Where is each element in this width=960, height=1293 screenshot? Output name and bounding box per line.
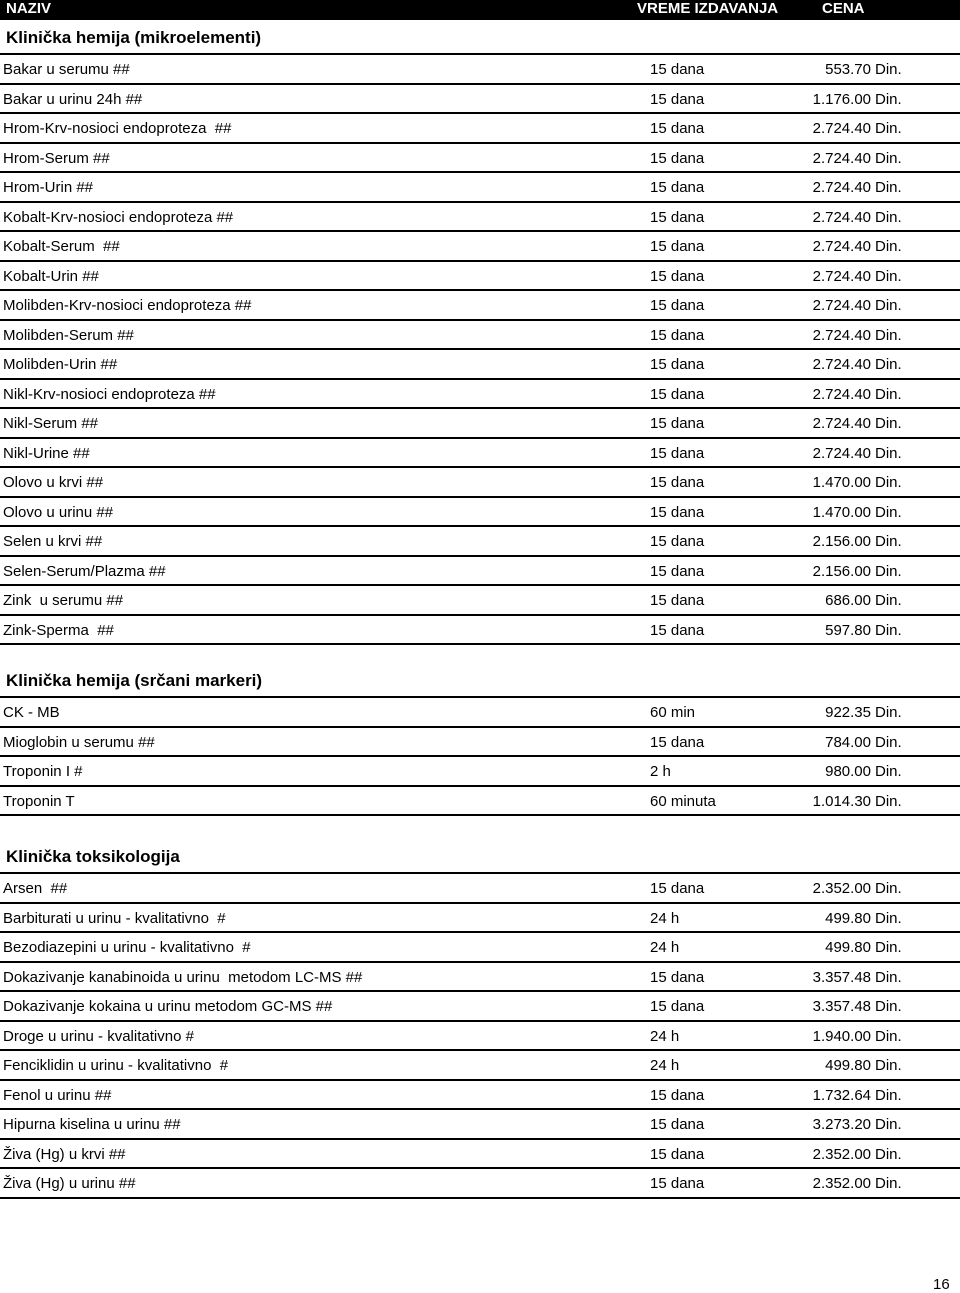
price: 3.357.48 [812,998,871,1015]
table-row [0,498,960,528]
currency: Din. [875,939,902,956]
turnaround-time: 15 dana [650,149,705,167]
price: 2.724.40 [812,297,871,314]
turnaround-time: 15 dana [650,444,705,462]
table-row [0,933,960,963]
turnaround-time: 15 dana [650,621,705,639]
test-name: Selen u krvi ## [3,533,103,550]
turnaround-time: 24 h [650,909,680,927]
test-name: Kobalt-Urin ## [3,267,99,285]
currency: Din. [875,968,902,986]
turnaround-time: 15 dana [650,179,705,196]
price: 2.724.40 [812,238,871,255]
price: 3.273.20 [812,1116,871,1133]
table-row [0,468,960,498]
price: 2.352.00 [812,880,871,897]
test-name: Molibden-Serum ## [3,326,134,344]
turnaround-time: 15 dana [650,533,705,550]
currency: Din. [875,444,902,462]
price: 3.357.48 [812,968,871,986]
table-row [0,291,960,321]
section [0,21,960,645]
test-name: Olovo u krvi ## [3,474,104,491]
turnaround-time: 15 dana [650,326,705,344]
turnaround-time: 15 dana [650,1175,705,1192]
currency: Din. [875,179,902,196]
test-name: Arsen ## [3,880,68,897]
test-name: Zink u serumu ## [3,592,124,609]
table-row [0,114,960,144]
price: 784.00 [825,733,871,751]
test-name: Živa (Hg) u urinu ## [3,1175,136,1192]
turnaround-time: 15 dana [650,208,705,226]
price: 553.70 [825,61,871,78]
currency: Din. [875,1145,902,1163]
test-name: Bakar u urinu 24h ## [3,90,143,108]
currency: Din. [875,998,902,1015]
test-name: Nikl-Serum ## [3,415,99,432]
test-name: Nikl-Krv-nosioci endoproteza ## [3,385,216,403]
currency: Din. [875,1086,902,1104]
test-name: Dokazivanje kokaina u urinu metodom GC-MS ## [3,998,333,1015]
currency: Din. [875,120,902,137]
table-row [0,874,960,904]
price: 2.724.40 [812,415,871,432]
section [0,840,960,1199]
table-row [0,963,960,993]
price: 499.80 [825,1057,871,1074]
currency: Din. [875,880,902,897]
turnaround-time: 15 dana [650,61,705,78]
price: 2.724.40 [812,444,871,462]
test-name: Bezodiazepini u urinu - kvalitativno # [3,939,251,956]
table-row [0,1140,960,1170]
price: 2.724.40 [812,120,871,137]
price: 2.724.40 [812,208,871,226]
currency: Din. [875,149,902,167]
table-row [0,262,960,292]
price: 2.724.40 [812,149,871,167]
turnaround-time: 60 min [650,704,696,721]
price: 1.176.00 [812,90,871,108]
price: 597.80 [825,621,871,639]
table-row [0,1022,960,1052]
test-name: Zink-Sperma ## [3,621,114,639]
currency: Din. [875,503,902,521]
table-row [0,144,960,174]
table-row [0,321,960,351]
currency: Din. [875,792,902,810]
table-row [0,1051,960,1081]
test-name: Nikl-Urine ## [3,444,90,462]
turnaround-time: 15 dana [650,1145,705,1163]
turnaround-time: 60 minuta [650,792,716,810]
test-name: CK - MB [3,704,60,721]
section-title: Klinička toksikologija [0,840,960,874]
table-row [0,757,960,787]
turnaround-time: 24 h [650,1027,680,1045]
test-name: Bakar u serumu ## [3,61,130,78]
test-name: Dokazivanje kanabinoida u urinu metodom LC-MS ## [3,968,363,986]
table-row [0,904,960,934]
price: 2.352.00 [812,1145,871,1163]
currency: Din. [875,385,902,403]
currency: Din. [875,267,902,285]
currency: Din. [875,909,902,927]
currency: Din. [875,238,902,255]
turnaround-time: 15 dana [650,267,705,285]
test-name: Hipurna kiselina u urinu ## [3,1116,181,1133]
table-row [0,527,960,557]
currency: Din. [875,592,902,609]
table-row [0,85,960,115]
table-row [0,350,960,380]
turnaround-time: 24 h [650,1057,680,1074]
table-row [0,380,960,410]
table-row [0,1081,960,1111]
table-row [0,698,960,728]
table-row [0,203,960,233]
test-name: Fenciklidin u urinu - kvalitativno # [3,1057,229,1074]
currency: Din. [875,415,902,432]
price: 1.940.00 [812,1027,871,1045]
price: 2.724.40 [812,385,871,403]
table-header [0,0,960,20]
currency: Din. [875,61,902,78]
price: 1.470.00 [812,474,871,491]
test-name: Selen-Serum/Plazma ## [3,562,166,580]
test-name: Kobalt-Krv-nosioci endoproteza ## [3,208,234,226]
price: 2.156.00 [812,562,871,580]
currency: Din. [875,704,902,721]
price: 1.732.64 [812,1086,871,1104]
price: 922.35 [825,704,871,721]
price: 2.724.40 [812,356,871,373]
test-name: Živa (Hg) u krvi ## [3,1145,126,1163]
turnaround-time: 15 dana [650,733,705,751]
test-name: Fenol u urinu ## [3,1086,112,1104]
currency: Din. [875,1027,902,1045]
turnaround-time: 15 dana [650,1086,705,1104]
currency: Din. [875,621,902,639]
turnaround-time: 15 dana [650,415,705,432]
turnaround-time: 2 h [650,763,671,780]
currency: Din. [875,326,902,344]
test-name: Olovo u urinu ## [3,503,114,521]
price: 980.00 [825,763,871,780]
price: 1.014.30 [812,792,871,810]
currency: Din. [875,356,902,373]
turnaround-time: 15 dana [650,592,705,609]
header-naziv: NAZIV [6,0,51,17]
price: 1.470.00 [812,503,871,521]
table-row [0,439,960,469]
price: 2.724.40 [812,179,871,196]
test-name: Molibden-Urin ## [3,356,118,373]
test-name: Hrom-Serum ## [3,149,110,167]
header-vreme-izdavanja: VREME IZDAVANJA [637,0,779,17]
price: 2.724.40 [812,326,871,344]
price: 499.80 [825,939,871,956]
table-row [0,586,960,616]
table-row [0,557,960,587]
test-name: Molibden-Krv-nosioci endoproteza ## [3,297,252,314]
price: 2.352.00 [812,1175,871,1192]
table-row [0,787,960,817]
price: 2.724.40 [812,267,871,285]
turnaround-time: 15 dana [650,297,705,314]
test-name: Troponin T [3,792,75,810]
turnaround-time: 24 h [650,939,680,956]
table-row [0,232,960,262]
turnaround-time: 15 dana [650,356,705,373]
currency: Din. [875,533,902,550]
header-cena: CENA [822,0,865,17]
currency: Din. [875,733,902,751]
test-name: Kobalt-Serum ## [3,238,120,255]
table-row [0,616,960,646]
turnaround-time: 15 dana [650,120,705,137]
currency: Din. [875,562,902,580]
currency: Din. [875,90,902,108]
table-row [0,1169,960,1199]
turnaround-time: 15 dana [650,503,705,521]
table-row [0,1110,960,1140]
currency: Din. [875,763,902,780]
table-row [0,728,960,758]
table-row [0,55,960,85]
test-name: Hrom-Krv-nosioci endoproteza ## [3,120,232,137]
test-name: Mioglobin u serumu ## [3,733,155,751]
section-title: Klinička hemija (srčani markeri) [0,664,960,698]
table-row [0,173,960,203]
turnaround-time: 15 dana [650,385,705,403]
test-name: Troponin I # [3,763,83,780]
test-name: Hrom-Urin ## [3,179,94,196]
currency: Din. [875,1175,902,1192]
turnaround-time: 15 dana [650,880,705,897]
test-name: Barbiturati u urinu - kvalitativno # [3,909,226,927]
turnaround-time: 15 dana [650,474,705,491]
turnaround-time: 15 dana [650,562,705,580]
section [0,664,960,816]
section-title: Klinička hemija (mikroelementi) [0,21,960,55]
price: 686.00 [825,592,871,609]
currency: Din. [875,474,902,491]
turnaround-time: 15 dana [650,998,705,1015]
turnaround-time: 15 dana [650,1116,705,1133]
currency: Din. [875,1057,902,1074]
currency: Din. [875,297,902,314]
table-row [0,992,960,1022]
turnaround-time: 15 dana [650,90,705,108]
price: 499.80 [825,909,871,927]
currency: Din. [875,1116,902,1133]
page-number: 16 [933,1276,950,1293]
currency: Din. [875,208,902,226]
turnaround-time: 15 dana [650,968,705,986]
turnaround-time: 15 dana [650,238,705,255]
test-name: Droge u urinu - kvalitativno # [3,1027,194,1045]
price: 2.156.00 [812,533,871,550]
table-row [0,409,960,439]
